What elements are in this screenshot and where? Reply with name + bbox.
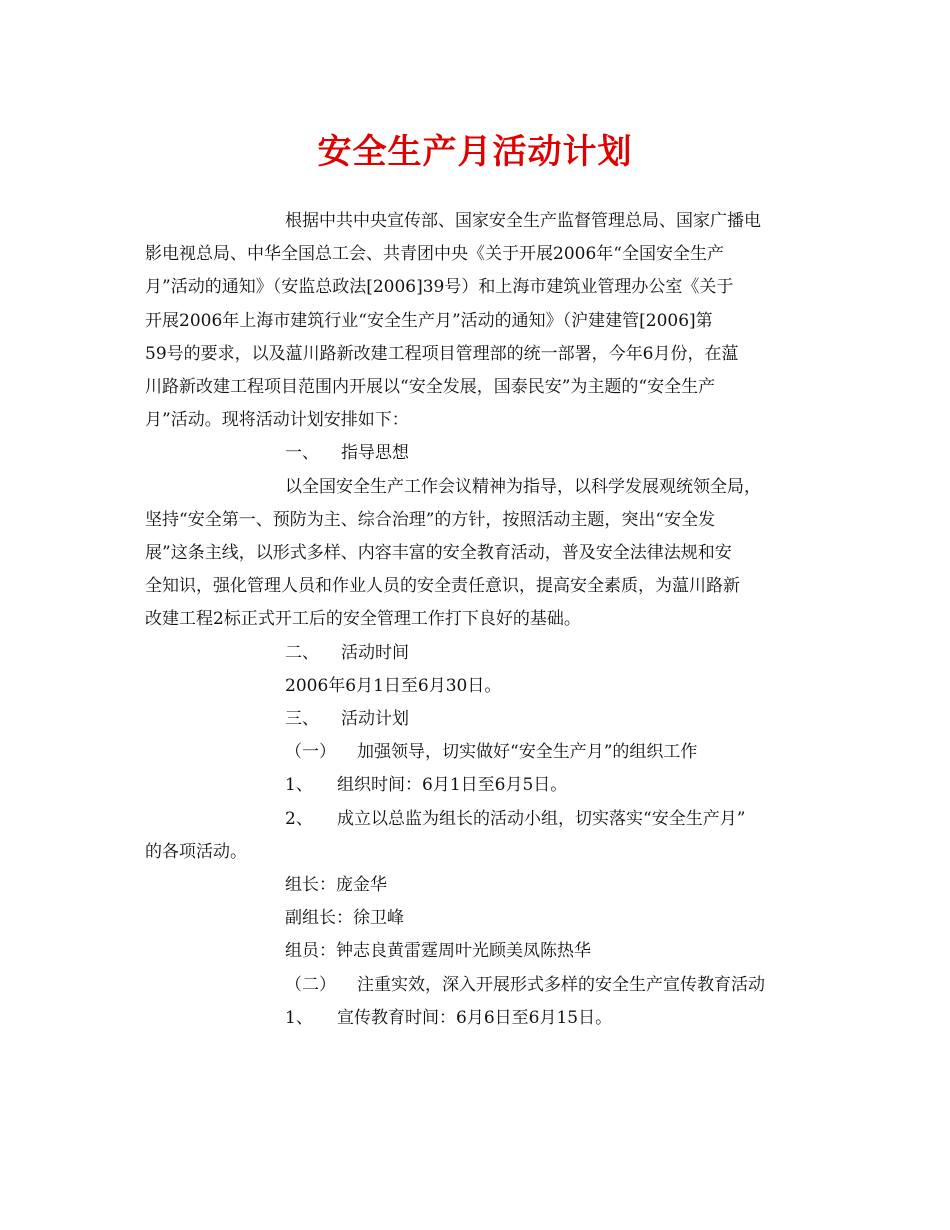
intro-line: 影电视总局、中华全国总工会、共青团中央《关于开展2006年“全国安全生产 xyxy=(145,244,724,265)
intro-line: 根据中共中央宣传部、国家安全生产监督管理总局、国家广播电 xyxy=(285,211,761,231)
item-establish-group xyxy=(145,803,807,836)
intro-line: 开展2006年上海市建筑行业“安全生产月”活动的通知》（沪建建管[2006]第 xyxy=(145,310,713,331)
subsection-heading-education xyxy=(145,969,807,1002)
intro-line: 月”活动。现将活动计划安排如下： xyxy=(145,410,409,431)
subsection-number: （二） xyxy=(285,974,336,995)
item-education-time xyxy=(145,1002,807,1035)
intro-line: 月”活动的通知》（安监总政法[2006]39号）和上海市建筑业管理办公室《关于 xyxy=(145,277,734,298)
group-leader: 组长：庞金华 xyxy=(285,875,387,896)
group-deputy-leader: 副组长：徐卫峰 xyxy=(285,908,404,929)
group-members: 组员：钟志良黄雷霆周叶光顾美凤陈热华 xyxy=(285,941,591,962)
item-continuation: 的各项活动。 xyxy=(145,841,247,862)
section-number: 一、 xyxy=(285,443,319,464)
item-number: 1、 xyxy=(285,775,313,796)
item-text: 宣传教育时间：6月6日至6月15日。 xyxy=(337,1007,613,1028)
subsection-heading-leadership xyxy=(145,736,807,769)
paragraph-line: 全知识，强化管理人员和作业人员的安全责任意识，提高安全素质，为蕰川路新 xyxy=(145,576,740,597)
section-heading-activity-time xyxy=(145,637,807,670)
intro-line: 59号的要求，以及蕰川路新改建工程项目管理部的统一部署，今年6月份，在蕰 xyxy=(145,343,739,364)
section-title: 活动时间 xyxy=(341,642,409,663)
paragraph-line: 以全国安全生产工作会议精神为指导，以科学发展观统领全局， xyxy=(285,476,761,497)
document-title: 安全生产月活动计划 xyxy=(317,132,633,172)
section-number: 二、 xyxy=(285,642,319,663)
item-number: 1、 xyxy=(285,1007,313,1028)
item-organization-time xyxy=(145,769,807,802)
paragraph-line: 坚持“安全第一、预防为主、综合治理”的方针，按照活动主题，突出“安全发 xyxy=(145,509,716,530)
section-number: 三、 xyxy=(285,709,319,730)
subsection-title: 加强领导，切实做好“安全生产月”的组织工作 xyxy=(357,742,698,763)
item-number: 2、 xyxy=(285,808,313,829)
item-text: 组织时间：6月1日至6月5日。 xyxy=(337,775,568,796)
intro-line: 川路新改建工程项目范围内开展以“安全发展，国泰民安”为主题的“安全生产 xyxy=(145,377,716,398)
section-heading-guiding-ideology xyxy=(145,437,807,470)
document-body xyxy=(145,205,807,1035)
paragraph-line: 展”这条主线，以形式多样、内容丰富的安全教育活动，普及安全法律法规和安 xyxy=(145,543,732,564)
item-text: 成立以总监为组长的活动小组，切实落实“安全生产月” xyxy=(337,808,746,829)
section-title: 活动计划 xyxy=(341,709,409,730)
section-heading-activity-plan xyxy=(145,703,807,736)
subsection-number: （一） xyxy=(285,742,336,763)
subsection-title: 注重实效，深入开展形式多样的安全生产宣传教育活动 xyxy=(357,974,765,995)
section-title: 指导思想 xyxy=(341,443,409,464)
paragraph-line: 改建工程2标正式开工后的安全管理工作打下良好的基础。 xyxy=(145,609,581,630)
activity-time-text: 2006年6月1日至6月30日。 xyxy=(285,675,502,696)
guiding-ideology-paragraph xyxy=(145,471,807,637)
intro-paragraph xyxy=(145,205,807,437)
